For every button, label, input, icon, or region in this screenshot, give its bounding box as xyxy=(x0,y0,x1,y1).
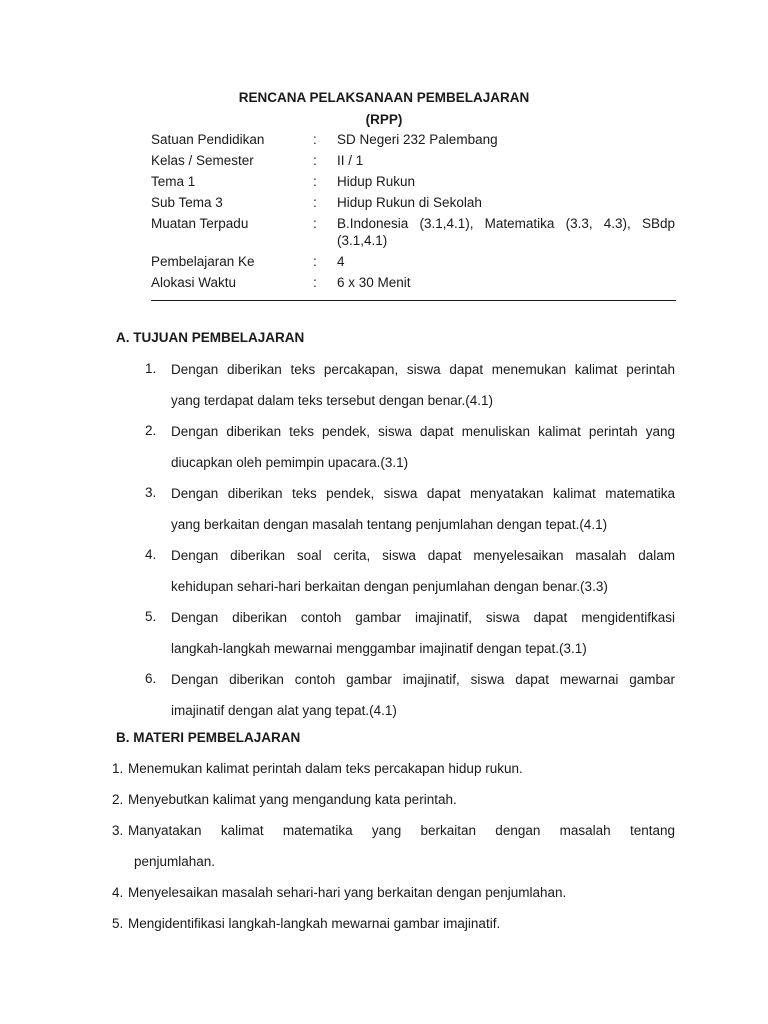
info-value: 4 xyxy=(337,254,345,269)
list-line: Dengan diberikan teks pendek, siswa dapat menyatakan kalimat matematika xyxy=(171,486,675,501)
list-item xyxy=(145,666,675,728)
list-line: kehidupan sehari-hari berkaitan dengan penjumlahan dengan benar.(3.3) xyxy=(171,579,608,594)
list-item xyxy=(112,914,675,945)
info-label: Alokasi Waktu xyxy=(151,275,237,290)
list-text: Menyebutkan kalimat yang mengandung kata perintah. xyxy=(128,792,457,807)
info-label: Kelas / Semester xyxy=(151,153,254,168)
list-line: Dengan diberikan teks percakapan, siswa dapat menemukan kalimat perintah xyxy=(171,362,675,377)
list-line: diucapkan oleh pemimpin upacara.(3.1) xyxy=(171,455,409,470)
list-item xyxy=(145,542,675,604)
objectives-list xyxy=(145,356,675,728)
document-title: RENCANA PELAKSANAAN PEMBELAJARAN xyxy=(238,90,530,105)
info-separator: : xyxy=(313,195,317,210)
info-row-muatan xyxy=(151,215,675,249)
info-separator: : xyxy=(313,275,317,290)
info-value-line: B.Indonesia (3.1,4.1), Matematika (3.3, 4.3), SBdp xyxy=(337,216,675,231)
list-number: 3. xyxy=(112,823,124,838)
list-text xyxy=(171,666,675,728)
info-table xyxy=(151,131,675,295)
list-line: Dengan diberikan contoh gambar imajinatif, siswa dapat mewarnai gambar xyxy=(171,672,675,687)
info-value-line: (3.1,4.1) xyxy=(337,233,388,248)
info-label: Pembelajaran Ke xyxy=(151,254,255,269)
list-number: 4. xyxy=(112,885,124,900)
list-item xyxy=(112,759,675,790)
list-number: 4. xyxy=(145,547,157,562)
list-text: Menyelesaikan masalah sehari-hari yang berkaitan dengan penjumlahan. xyxy=(128,885,567,900)
info-row-subtema xyxy=(151,194,675,211)
list-number: 2. xyxy=(145,423,157,438)
list-line: Dengan diberikan contoh gambar imajinatif, siswa dapat mengidentifkasi xyxy=(171,610,675,625)
info-separator: : xyxy=(313,216,317,231)
info-separator: : xyxy=(313,132,317,147)
info-row-satuan xyxy=(151,131,675,148)
list-text xyxy=(171,542,675,604)
list-line: yang berkaitan dengan masalah tentang penjumlahan dengan tepat.(4.1) xyxy=(171,517,608,532)
info-row-pembelajaran xyxy=(151,253,675,270)
list-text xyxy=(171,480,675,542)
list-item xyxy=(145,604,675,666)
info-value xyxy=(337,215,675,249)
document-subtitle: (RPP) xyxy=(365,112,403,127)
list-text xyxy=(171,604,675,666)
info-label: Sub Tema 3 xyxy=(151,195,223,210)
list-line: penjumlahan. xyxy=(134,854,216,869)
list-line: Dengan diberikan soal cerita, siswa dapat menyelesaikan masalah dalam xyxy=(171,548,675,563)
list-number: 2. xyxy=(112,792,124,807)
list-text xyxy=(171,356,675,418)
info-row-tema xyxy=(151,173,675,190)
list-line: langkah-langkah mewarnai menggambar imajinatif dengan tepat.(3.1) xyxy=(171,641,587,656)
list-number: 5. xyxy=(112,916,124,931)
info-label: Satuan Pendidikan xyxy=(151,132,265,147)
list-line: Manyatakan kalimat matematika yang berkaitan dengan masalah tentang xyxy=(128,823,675,838)
list-number: 5. xyxy=(145,609,157,624)
list-number: 1. xyxy=(145,361,157,376)
list-line: imajinatif dengan alat yang tepat.(4.1) xyxy=(171,703,397,718)
info-separator: : xyxy=(313,153,317,168)
info-row-kelas xyxy=(151,152,675,169)
list-item xyxy=(112,883,675,914)
list-item xyxy=(145,356,675,418)
list-item xyxy=(145,480,675,542)
list-number: 6. xyxy=(145,671,157,686)
list-text: Menemukan kalimat perintah dalam teks percakapan hidup rukun. xyxy=(128,761,523,776)
info-value: SD Negeri 232 Palembang xyxy=(337,132,498,147)
list-text: Mengidentifikasi langkah-langkah mewarnai gambar imajinatif. xyxy=(128,916,501,931)
list-line: Dengan diberikan teks pendek, siswa dapat menuliskan kalimat perintah yang xyxy=(171,424,675,439)
info-label: Tema 1 xyxy=(151,174,196,189)
list-text xyxy=(128,821,675,883)
section-heading-tujuan: A. TUJUAN PEMBELAJARAN xyxy=(116,330,305,345)
list-line: yang terdapat dalam teks tersebut dengan benar.(4.1) xyxy=(171,393,493,408)
section-heading-materi: B. MATERI PEMBELAJARAN xyxy=(116,730,301,745)
list-item xyxy=(112,790,675,821)
info-separator: : xyxy=(313,254,317,269)
info-row-alokasi xyxy=(151,274,675,291)
info-separator: : xyxy=(313,174,317,189)
info-value: 6 x 30 Menit xyxy=(337,275,411,290)
info-value: II / 1 xyxy=(337,153,364,168)
list-number: 1. xyxy=(112,761,124,776)
info-value: Hidup Rukun di Sekolah xyxy=(337,195,482,210)
list-item xyxy=(112,821,675,883)
materials-list xyxy=(112,759,675,945)
info-label: Muatan Terpadu xyxy=(151,216,249,231)
list-number: 3. xyxy=(145,485,157,500)
list-item xyxy=(145,418,675,480)
info-value: Hidup Rukun xyxy=(337,174,416,189)
divider-line xyxy=(151,300,676,301)
list-text xyxy=(171,418,675,480)
